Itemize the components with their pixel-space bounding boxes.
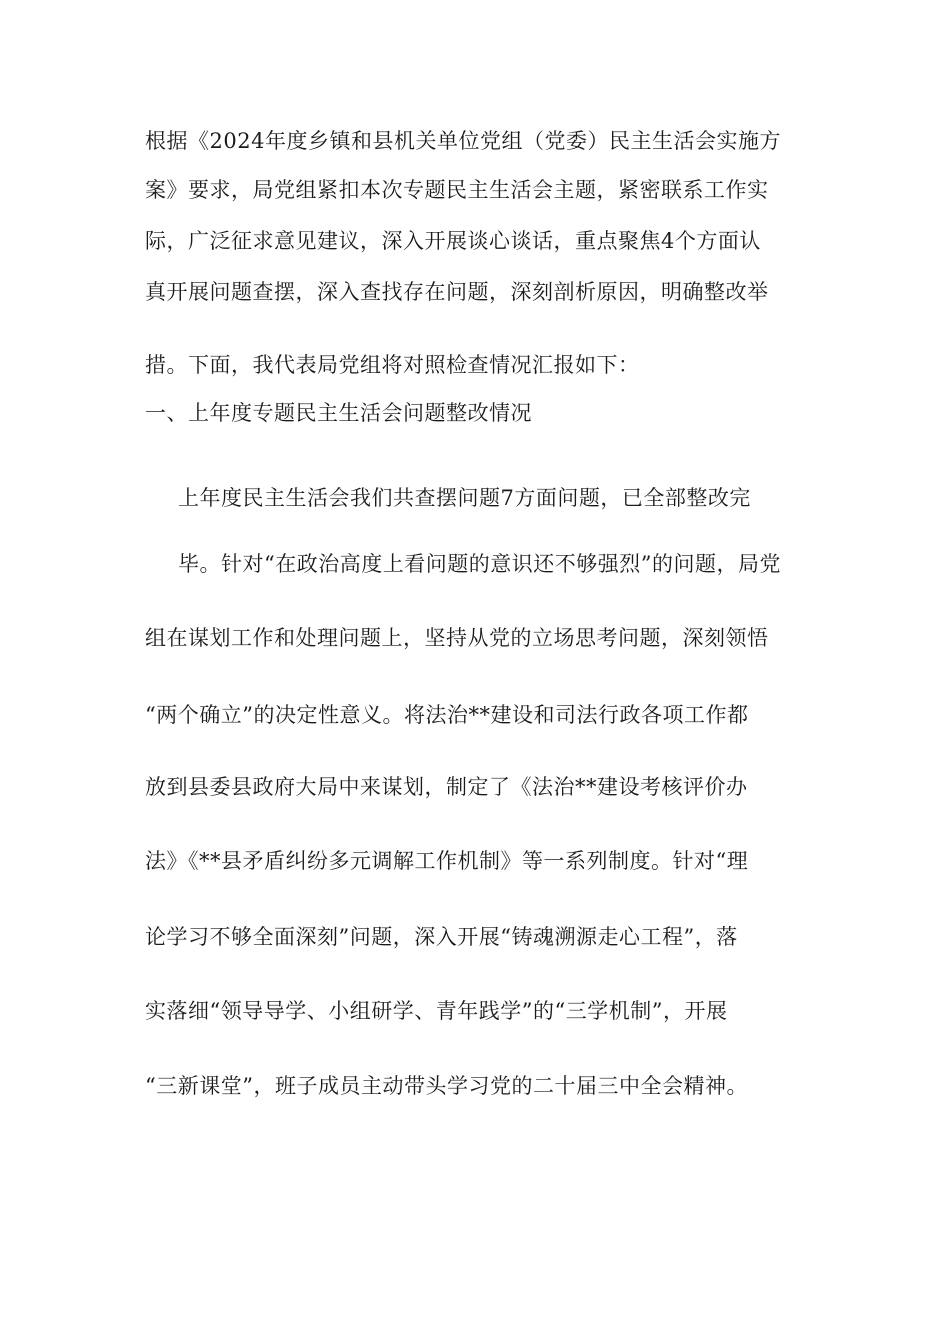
text-line-11: 放到县委县政府大局中来谋划，制定了《法治**建设考核评价办 [145,775,748,799]
text-line-4: 真开展问题查摆，深入查找存在问题，深刻剖析原因，明确整改举 [145,280,769,304]
text-line-12: 法》《**县矛盾纠纷多元调解工作机制》等一系列制度。针对“理 [145,849,749,873]
text-line-3: 际，广泛征求意见建议，深入开展谈心谈话，重点聚焦4个方面认 [145,229,761,253]
text-line-2: 案》要求，局党组紧扣本次专题民主生活会主题，紧密联系工作实 [145,178,769,202]
text-line-10: “两个确立”的决定性意义。将法治**建设和司法行政各项工作都 [145,703,749,727]
text-line-5: 措。下面，我代表局党组将对照检查情况汇报如下： [145,353,640,377]
text-line-15: “三新课堂”，班子成员主动带头学习党的二十届三中全会精神。 [145,1074,748,1098]
text-line-6: 一、上年度专题民主生活会问题整改情况 [145,401,532,425]
text-line-8: 毕。针对“在政治高度上看问题的意识还不够强烈”的问题，局党 [178,552,781,576]
text-line-14: 实落细“领导导学、小组研学、青年践学”的“三学机制”，开展 [145,999,728,1023]
text-line-1: 根据《2024年度乡镇和县机关单位党组（党委）民主生活会实施方 [145,129,781,153]
text-line-13: 论学习不够全面深刻”问题，深入开展“铸魂溯源走心工程”，落 [145,925,738,949]
text-line-9: 组在谋划工作和处理问题上，坚持从党的立场思考问题，深刻领悟 [145,626,769,650]
section-heading: 上年度民主生活会我们共查摆问题7方面问题，已全部整改完 [178,486,751,510]
